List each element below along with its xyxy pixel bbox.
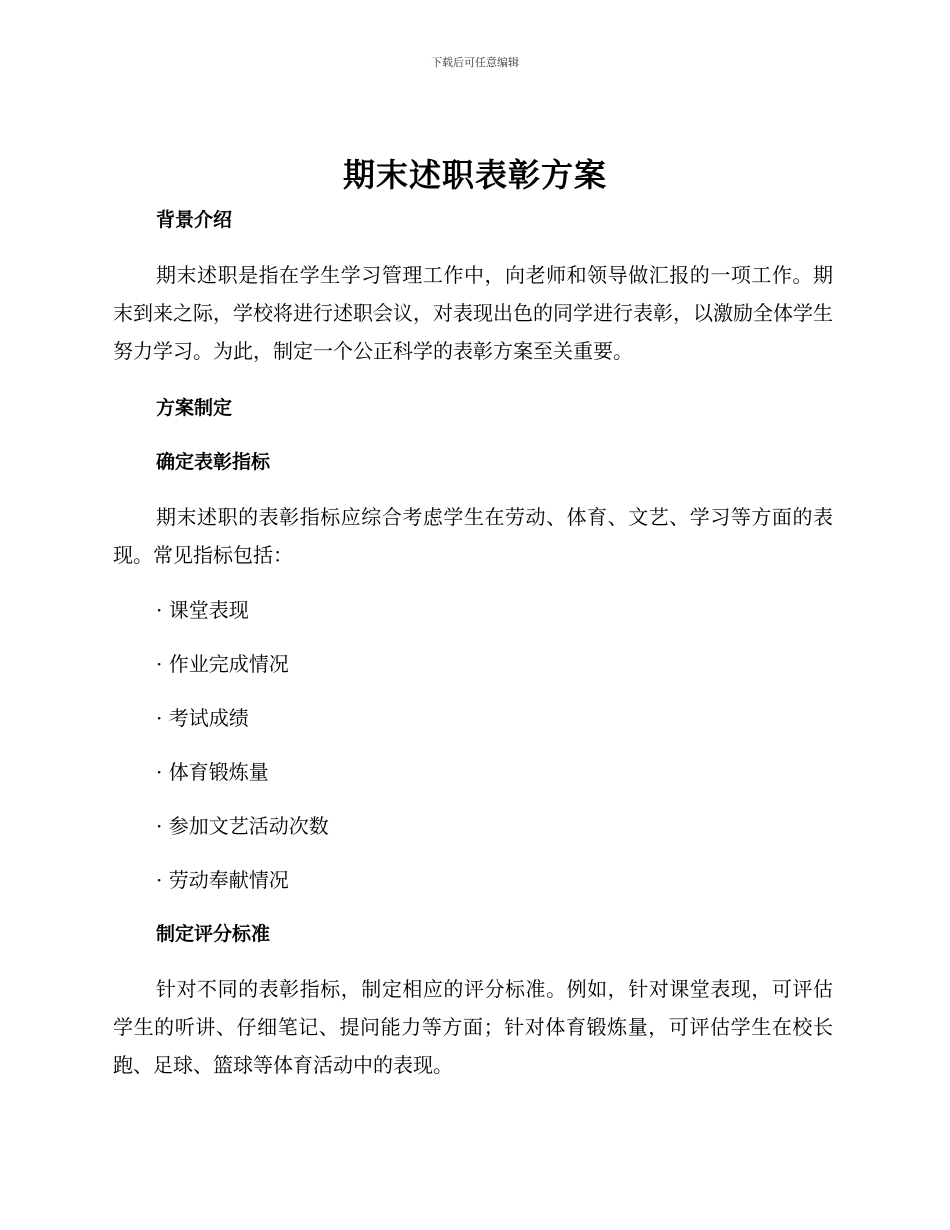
document-body <box>113 202 833 1084</box>
list-item: · 体育锻炼量 <box>156 760 269 784</box>
page-title: 期末述职表彰方案 <box>342 156 607 194</box>
paragraph-background: 期末述职是指在学生学习管理工作中，向老师和领导做汇报的一项工作。期末到来之际，学校将进行述职会议，对表现出色的同学进行表彰，以激励全体学生努力学习。为此，制定一个公正科学的表彰方案至关重要。 <box>113 263 833 363</box>
heading-criteria: 制定评分标准 <box>156 923 271 945</box>
list-item: · 考试成绩 <box>156 706 249 730</box>
heading-indicators: 确定表彰指标 <box>156 451 271 473</box>
heading-plan: 方案制定 <box>156 397 233 419</box>
heading-background: 背景介绍 <box>156 209 233 231</box>
list-item: · 课堂表现 <box>156 598 249 622</box>
list-item: · 劳动奉献情况 <box>156 868 289 892</box>
list-item: · 作业完成情况 <box>156 652 289 676</box>
header-note: 下载后可任意编辑 <box>431 56 519 69</box>
paragraph-indicators: 期末述职的表彰指标应综合考虑学生在劳动、体育、文艺、学习等方面的表现。常见指标包括： <box>113 505 833 567</box>
paragraph-criteria: 针对不同的表彰指标，制定相应的评分标准。例如，针对课堂表现，可评估学生的听讲、仔细笔记、提问能力等方面；针对体育锻炼量，可评估学生在校长跑、足球、篮球等体育活动中的表现。 <box>113 977 833 1077</box>
list-item: · 参加文艺活动次数 <box>156 814 329 838</box>
